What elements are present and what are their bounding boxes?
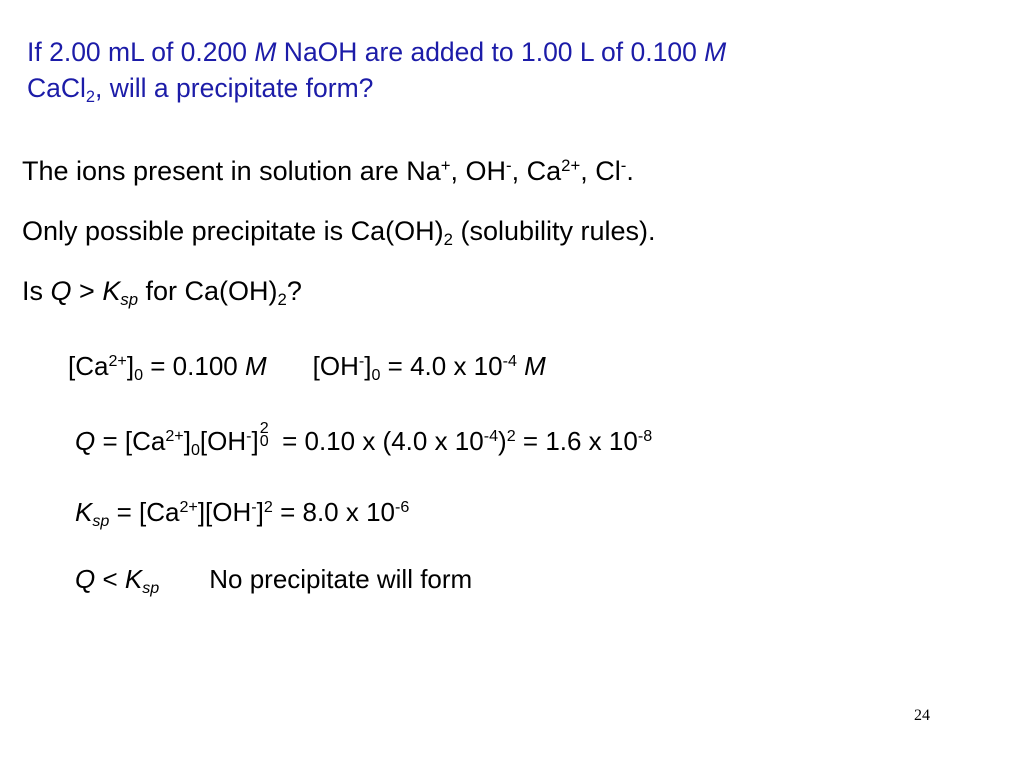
oh-exponent-subscript-stack: 2 0 [259, 418, 269, 450]
ions-present-line: The ions present in solution are Na+, OH-, $Ca^{2+}$, Cl-. [22, 155, 634, 186]
conclusion-line: $Q < K_{sp}$ No precipitate will form [75, 564, 473, 597]
page-number: 24 [914, 707, 930, 724]
q-calculation: $Q = [Ca^{2+}]_0[OH^-]$ 2 0 = 0.10 x (4.0 x $10^{-4})^2 = 1.6$ x $10^{-8}$ [75, 418, 653, 459]
initial-concentrations: $[Ca^{2+}]_0 = 0.100$ M $[OH^-]_0 = 4.0$ x $10^{-4}$ M [68, 351, 546, 384]
ksp-expression: $K_{sp} = [Ca^{2+}][OH^-]^2 = 8.0$ x $10^{-6}$ [75, 497, 410, 530]
possible-precipitate-line: Only possible precipitate is $Ca(OH)_2$ (solubility rules). [22, 216, 656, 250]
slide-title: If 2.00 mL of 0.200 M NaOH are added to 1.00 L of 0.100 M CaCl$_2$, will a precipitate form? [27, 37, 727, 106]
q-vs-ksp-question: Is $Q > K_{sp}$ for $Ca(OH)_2$? [22, 276, 302, 310]
conclusion-result: No precipitate will form [209, 564, 473, 594]
